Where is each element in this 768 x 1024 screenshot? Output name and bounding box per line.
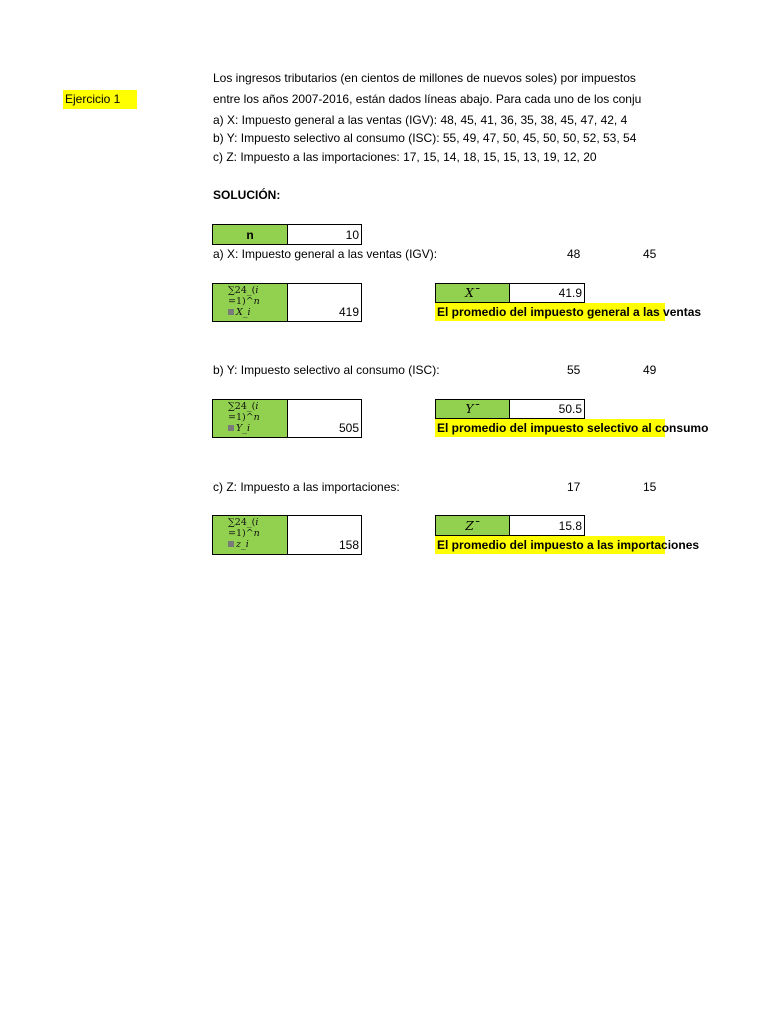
formula-index: i: [255, 285, 259, 296]
section-c-second-value[interactable]: 15: [643, 480, 657, 494]
n-value: 10: [345, 227, 359, 242]
section-c-heading: c) Z: Impuesto a las importaciones:: [213, 480, 400, 494]
formula-upper: n: [253, 412, 260, 423]
section-b-mean-symbol-cell[interactable]: [435, 399, 510, 419]
section-b-mean-value: 50.5: [558, 402, 582, 416]
section-b-sum-formula-cell[interactable]: [212, 399, 288, 438]
section-c-first-value[interactable]: 17: [567, 480, 581, 494]
n-label-cell[interactable]: [212, 224, 288, 245]
n-label: n: [246, 227, 254, 242]
formula-sum-text: ∑24_(: [228, 517, 256, 528]
section-b-sum-value: 505: [338, 421, 359, 435]
section-c-mean-symbol: Z¯: [465, 518, 480, 533]
section-c-mean-value: 15.8: [558, 518, 582, 533]
section-c-sum-value: 158: [338, 538, 359, 552]
intro-line-3: a) X: Impuesto general a las ventas (IGV): 48, 45, 41, 36, 35, 38, 45, 47, 42, 4: [213, 113, 628, 127]
formula-bound: =1)^: [228, 296, 254, 307]
section-b-second-value[interactable]: 49: [643, 363, 657, 377]
section-b-heading: b) Y: Impuesto selectivo al consumo (ISC):: [213, 363, 440, 377]
section-a-sum-value-cell[interactable]: [287, 283, 362, 322]
section-c-sum-formula-cell[interactable]: [212, 515, 288, 555]
solution-title: SOLUCIÓN:: [213, 188, 281, 202]
exercise-label-cell[interactable]: [63, 90, 137, 109]
formula-variable: Y_i: [236, 423, 251, 434]
section-b-mean-symbol: Y¯: [465, 402, 480, 416]
section-a-first-value[interactable]: 48: [567, 247, 581, 261]
formula-index: i: [255, 401, 259, 412]
section-a-sum-value: 419: [338, 305, 359, 319]
section-b-message[interactable]: El promedio del impuesto selectivo al consumo: [437, 421, 709, 435]
formula-index: i: [255, 517, 259, 528]
formula-bound: =1)^: [228, 528, 254, 539]
section-b-first-value[interactable]: 55: [567, 363, 581, 377]
n-value-cell[interactable]: [287, 224, 362, 245]
section-c-mean-value-cell[interactable]: [509, 515, 585, 536]
section-a-heading: a) X: Impuesto general a las ventas (IGV):: [213, 247, 438, 261]
formula-sum-text: ∑24_(: [228, 285, 256, 296]
intro-line-4: b) Y: Impuesto selectivo al consumo (ISC): 55, 49, 47, 50, 45, 50, 50, 52, 53, 54: [213, 131, 637, 145]
section-a-mean-symbol: X¯: [465, 286, 480, 300]
section-a-second-value[interactable]: 45: [643, 247, 657, 261]
intro-line-2: entre los años 2007-2016, están dados líneas abajo. Para cada uno de los conju: [213, 92, 642, 106]
section-c-sum-value-cell[interactable]: [287, 515, 362, 555]
placeholder-box-icon: [228, 309, 234, 315]
formula-sum-text: ∑24_(: [228, 401, 256, 412]
section-a-sum-formula-cell[interactable]: [212, 283, 288, 322]
placeholder-box-icon: [228, 541, 234, 547]
section-a-mean-value-cell[interactable]: [509, 283, 585, 303]
placeholder-box-icon: [228, 425, 234, 431]
intro-line-1: Los ingresos tributarios (en cientos de millones de nuevos soles) por impuestos: [213, 71, 636, 85]
section-a-mean-symbol-cell[interactable]: [435, 283, 510, 303]
section-b-sum-value-cell[interactable]: [287, 399, 362, 438]
section-a-message[interactable]: El promedio del impuesto general a las ventas: [437, 305, 702, 319]
section-c-message[interactable]: El promedio del impuesto a las importaciones: [437, 538, 700, 552]
formula-upper: n: [253, 296, 260, 307]
exercise-label: Ejercicio 1: [65, 92, 121, 106]
formula-variable: z_i: [236, 539, 249, 550]
formula-upper: n: [253, 528, 260, 539]
section-c-mean-symbol-cell[interactable]: [435, 515, 510, 536]
intro-line-5: c) Z: Impuesto a las importaciones: 17, 15, 14, 18, 15, 15, 13, 19, 12, 20: [213, 150, 597, 164]
section-b-mean-value-cell[interactable]: [509, 399, 585, 419]
formula-variable: X_i: [236, 307, 251, 318]
formula-bound: =1)^: [228, 412, 254, 423]
section-a-mean-value: 41.9: [558, 286, 582, 300]
